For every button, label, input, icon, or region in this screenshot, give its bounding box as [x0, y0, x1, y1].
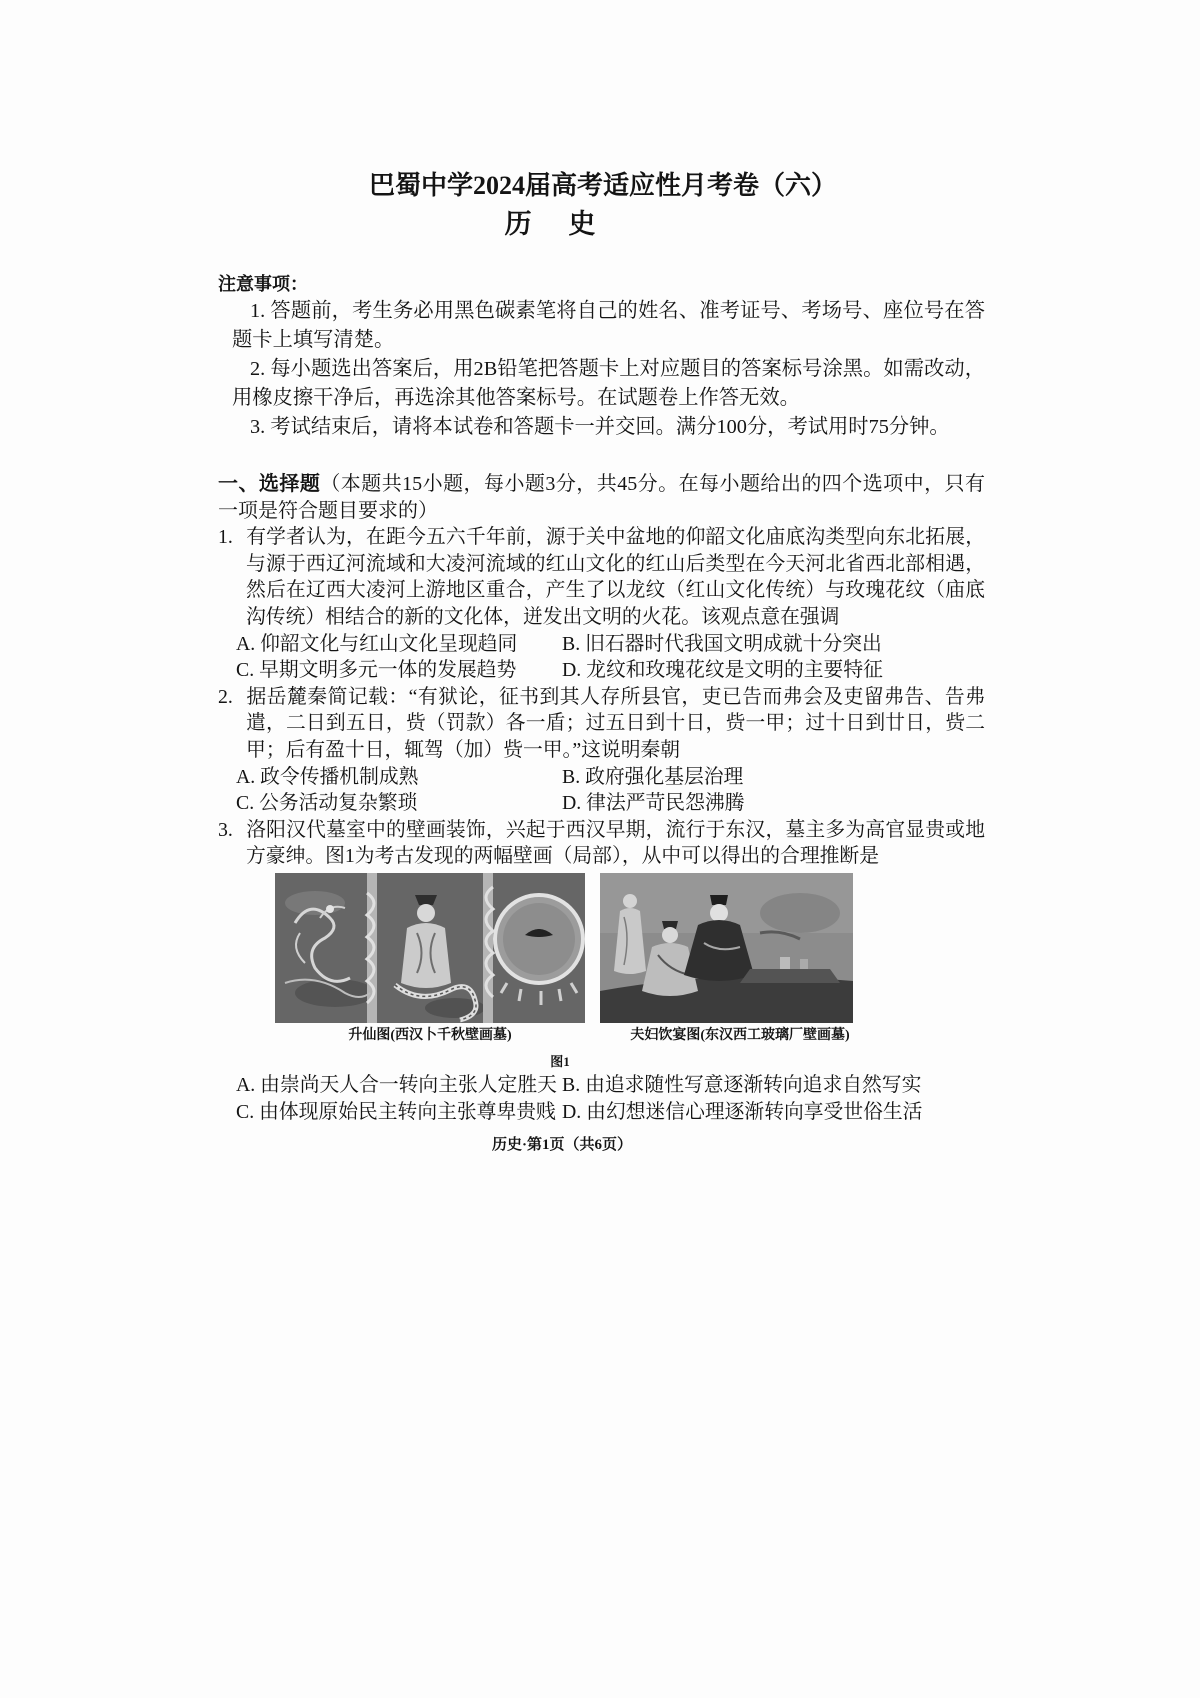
option-b: B. 旧石器时代我国文明成就十分突出: [562, 632, 882, 655]
page-footer: 历史·第1页（共6页）: [491, 1137, 632, 1153]
question-text: 据岳麓秦简记载：“有狱论，征书到其人存所县官，吏已告而弗会及吏留弗告、告弗遣，二日到五日，赀（罚款）各一盾；过五日到十日，赀一甲；过十日到廿日，赀二甲；后有盈十日，辄驾（加）赀一甲。”这说明秦朝: [246, 685, 985, 761]
questions-area: [218, 471, 985, 870]
notice-item-3: 3. 考试结束后，请将本试卷和答题卡一并交回。满分100分，考试用时75分钟。: [250, 416, 950, 438]
question-number: 2.: [218, 685, 233, 708]
option-d: D. 由幻想迷信心理逐渐转向享受世俗生活: [562, 1100, 923, 1123]
exam-title: 巴蜀中学2024届高考适应性月考卷（六）: [368, 171, 837, 200]
notice-heading: 注意事项：: [218, 274, 308, 294]
question-1: [218, 524, 985, 684]
question-text: 有学者认为，在距今五六千年前，源于关中盆地的仰韶文化庙底沟类型向东北拓展，与源于西辽河流域和大凌河流域的红山文化的红山后类型在今天河北省西北部相遇，然后在辽西大凌河上游地区重合，产生了以龙纹（红山文化传统）与玫瑰花纹（庙底沟传统）相结合的新的文化体，迸发出文明的火花。该观点意在强调: [246, 526, 985, 628]
option-b: B. 由追求随性写意逐渐转向追求自然写实: [562, 1074, 922, 1096]
option-a: A. 仰韶文化与红山文化呈现趋同: [236, 632, 518, 655]
mural-banquet-image: [600, 873, 853, 1023]
option-c: C. 早期文明多元一体的发展趋势: [236, 659, 517, 682]
option-list: [218, 631, 985, 684]
question-number: 1.: [218, 526, 233, 549]
option-a: A. 由崇尚天人合一转向主张人定胜天: [236, 1074, 557, 1096]
mural-ascension-image: [275, 873, 585, 1023]
subject-title: 历 史: [504, 209, 596, 239]
question-stem: [218, 817, 985, 870]
section-instructions: （本题共15小题，每小题3分，共45分。在每小题给出的四个选项中，只有一项是符合题目要求的）: [218, 473, 986, 522]
section-title: 一、选择题: [218, 473, 321, 495]
option-c: C. 公务活动复杂繁琐: [236, 792, 418, 815]
option-list: [218, 1072, 1003, 1125]
option-a: A. 政令传播机制成熟: [236, 765, 419, 788]
question-2: [218, 684, 985, 817]
notice-item-1: 1. 答题前，考生务必用黑色碳素笔将自己的姓名、准考证号、考场号、座位号在答题卡上填写清楚。: [232, 300, 985, 351]
option-d: D. 龙纹和玫瑰花纹是文明的主要特征: [562, 659, 883, 682]
option-d: D. 律法严苛民怨沸腾: [562, 792, 745, 815]
option-b: B. 政府强化基层治理: [562, 765, 744, 788]
notice-list: [232, 297, 985, 442]
notice-item-2: 2. 每小题选出答案后，用2B铅笔把答题卡上对应题目的答案标号涂黑。如需改动，用橡皮擦干净后，再选涂其他答案标号。在试题卷上作答无效。: [232, 358, 985, 409]
question-stem: [218, 524, 985, 630]
question-3: [218, 817, 985, 870]
figure-caption-left: 升仙图(西汉卜千秋壁画墓): [348, 1028, 512, 1043]
figure-caption-right: 夫妇饮宴图(东汉西工玻璃厂壁画墓): [630, 1028, 850, 1043]
section-heading: [218, 471, 985, 524]
question-number: 3.: [218, 818, 233, 841]
question-stem: [218, 684, 985, 764]
figure-label: 图1: [550, 1054, 570, 1069]
question-text: 洛阳汉代墓室中的壁画装饰，兴起于西汉早期，流行于东汉，墓主多为高官显贵或地方豪绅。图1为考古发现的两幅壁画（局部），从中可以得出的合理推断是: [246, 818, 985, 868]
option-c: C. 由体现原始民主转向主张尊卑贵贱: [236, 1100, 556, 1123]
option-list: [218, 764, 985, 817]
